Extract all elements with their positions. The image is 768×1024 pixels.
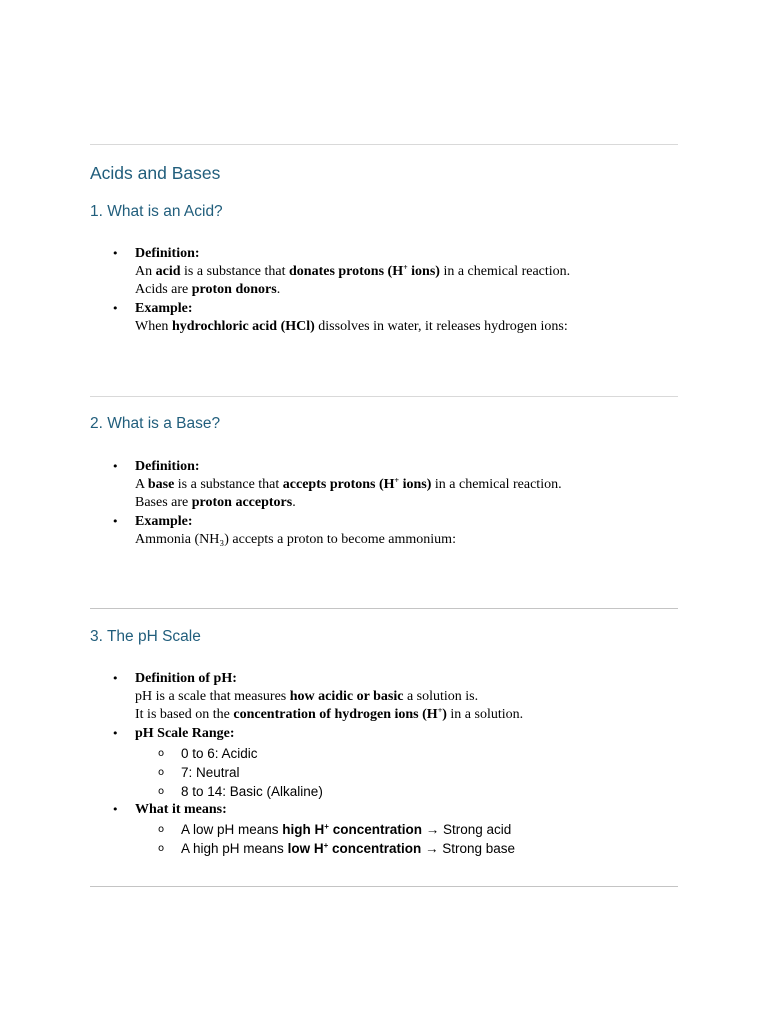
document-page (90, 0, 678, 1024)
ph-meaning-list (90, 820, 678, 858)
example-label: Example: (135, 513, 193, 529)
section-heading-base: 2. What is a Base? (90, 415, 221, 432)
base-definition-line1: A base is a substance that accepts protons (H+ ions) in a chemical reaction. (135, 476, 562, 493)
list-item: o 8 to 14: Basic (Alkaline) (158, 783, 323, 799)
doc-title: Acids and Bases (90, 163, 221, 183)
bullet-marker: • (112, 301, 119, 315)
bullet-marker: • (112, 726, 119, 740)
base-example-line: Ammonia (NH₃) accepts a proton to become ammonium: (135, 531, 456, 547)
sub-bullet-marker: o (158, 785, 165, 797)
sub-bullet-marker: o (158, 843, 165, 855)
base-definition-line2: Bases are proton acceptors. (135, 495, 296, 511)
ph-definition-line2: It is based on the concentration of hydrogen ions (H+) in a solution. (135, 706, 524, 723)
section-ph-body (90, 670, 678, 858)
meaning-label: What it means: (135, 801, 227, 817)
bullet-acid-definition (90, 245, 678, 300)
divider-2 (90, 608, 678, 609)
ph-definition-line1: pH is a scale that measures how acidic or basic a solution is. (135, 689, 479, 705)
bullet-marker: • (112, 672, 119, 685)
bullet-base-example (90, 513, 678, 549)
bullet-marker: • (112, 247, 119, 260)
example-label: Example: (135, 300, 193, 316)
divider-top (90, 144, 678, 145)
section-acid-body (90, 245, 678, 336)
bullet-ph-meaning (90, 801, 678, 819)
acid-definition-line1: An acid is a substance that donates protons (H+ ions) in a chemical reaction. (135, 263, 571, 280)
acid-definition-line2: Acids are proton donors. (135, 282, 281, 298)
definition-label: Definition: (135, 459, 200, 474)
ph-range-list (90, 744, 678, 801)
divider-3 (90, 886, 678, 887)
bullet-acid-example (90, 300, 678, 336)
sub-bullet-marker: o (158, 766, 165, 778)
section-base-body (90, 458, 678, 549)
bullet-base-definition (90, 458, 678, 513)
range-label: pH Scale Range: (135, 725, 235, 741)
bullet-marker: • (112, 802, 119, 816)
divider-1 (90, 396, 678, 397)
list-item: o 7: Neutral (158, 764, 240, 780)
list-item: o A high pH means low H+ concentration → Strong base (158, 841, 516, 857)
bullet-marker: • (112, 460, 119, 473)
sub-bullet-marker: o (158, 824, 165, 836)
section-heading-ph: 3. The pH Scale (90, 628, 201, 645)
definition-label: Definition: (135, 246, 200, 261)
sub-bullet-marker: o (158, 747, 165, 759)
section-heading-acid: 1. What is an Acid? (90, 203, 223, 220)
list-item: o 0 to 6: Acidic (158, 745, 258, 761)
bullet-ph-range (90, 725, 678, 743)
bullet-marker: • (112, 514, 119, 528)
acid-example-line: When hydrochloric acid (HCl) dissolves in water, it releases hydrogen ions: (135, 318, 568, 334)
definition-label: Definition of pH: (135, 671, 237, 686)
list-item: o A low pH means high H+ concentration → Strong acid (158, 822, 512, 838)
bullet-ph-definition (90, 670, 678, 725)
